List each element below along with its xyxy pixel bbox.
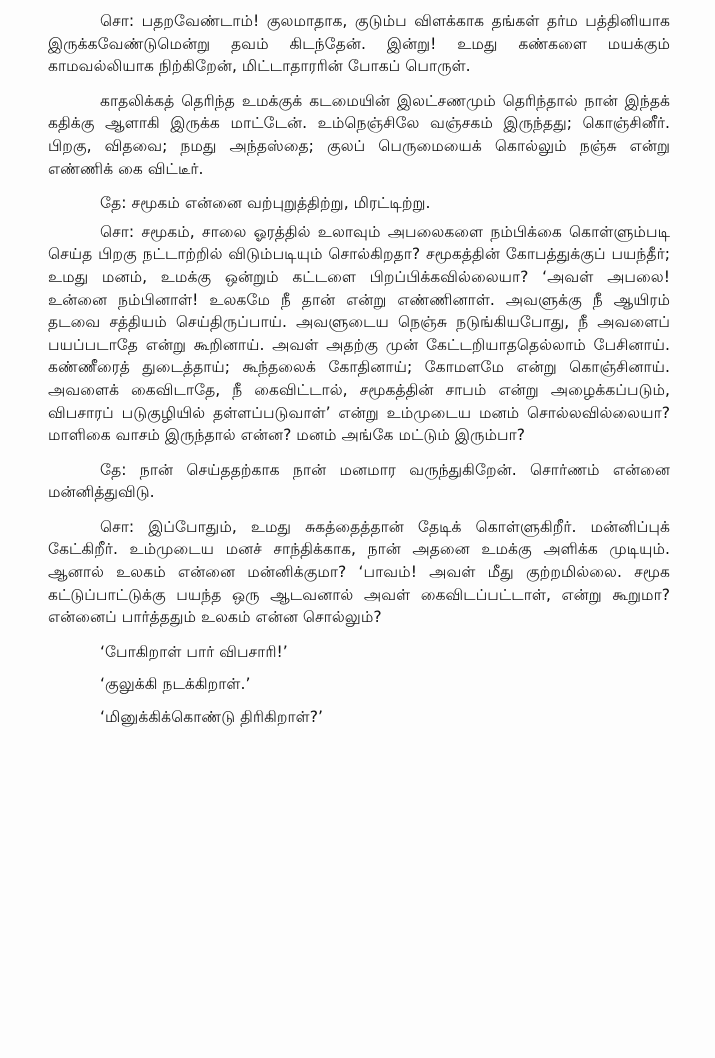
paragraph-sornam-3: சொ: சமூகம், சாலை ஓரத்தில் உலாவும் அபலைகளை நம்பிக்கை கொள்ளும்படி செய்த பிறகு நட்டாற்றில் விடும்படியும் சொல்கிறதா? சமூகத்தின் கோபத்துக்குப் பயந்தீர்; உமது மனம், உமக்கு ஒன்றும் கட்டளை பிறப்பிக்கவில்லையா? ‘அவள் அபலை! உன்னை நம்பினாள்! உலகமே நீ தான் என்று எண்ணினாள். அவளுக்கு நீ ஆயிரம் தடவை சத்தியம் செய்திருப்பாய். அவளுடைய நெஞ்சு நடுங்கியபோது, நீ அவளைப் பயப்படாதே என்று கூறினாய். அவள் அதற்கு முன் கேட்டறியாததெல்லாம் பேசினாய். கண்ணீரைத் துடைத்தாய்; கூந்தலைக் கோதினாய்; கோமளமே என்று கொஞ்சினாய். அவளைக் கைவிடாதே, நீ கைவிட்டால், சமூகத்தின் சாபம் என்று அழைக்கப்படும், விபசாரப் படுகுழியில் தள்ளப்படுவாள்’ என்று உம்முடைய மனம் சொல்லவில்லையா? மாளிகை வாசம் இருந்தால் என்ன? மனம் அங்கே மட்டும் இரும்பா? xyxy=(48,222,670,445)
paragraph-sornam-4: சொ: இப்போதும், உமது சுகத்தைத்தான் தேடிக் கொள்ளுகிறீர். மன்னிப்புக் கேட்கிறீர். உம்முடைய மனச் சாந்திக்காக, நான் அதனை உமக்கு அளிக்க முடியும். ஆனால் உலகம் என்னை மன்னிக்குமா? ‘பாவம்! அவள் மீது குற்றமில்லை. சமூக கட்டுப்பாட்டுக்கு பயந்த ஒரு ஆடவனால் அவள் கைவிடப்பட்டாள், என்று கூறுமா? என்னைப் பார்த்ததும் உலகம் என்ன சொல்லும்? xyxy=(48,517,670,627)
paragraph-thevar-2: தே: நான் செய்ததற்காக நான் மனமார வருந்துகிறேன். சொர்ணம் என்னை மன்னித்துவிடு. xyxy=(48,460,670,502)
paragraph-sornam-1: சொ: பதறவேண்டாம்! குலமாதாக, குடும்ப விளக்காக தங்கள் தர்ம பத்தினியாக இருக்கவேண்டுமென்று தவம் கிடந்தேன். இன்று! உமது கண்களை மயக்கும் காமவல்லியாக நிற்கிறேன், மிட்டாதாரரின் போகப் பொருள். xyxy=(48,12,670,76)
page-text xyxy=(48,10,670,739)
quote-line-3: ‘மினுக்கிக்கொண்டு திரிகிறாள்?’ xyxy=(100,708,323,727)
paragraph-sornam-2: காதலிக்கத் தெரிந்த உமக்குக் கடமையின் இலட்சணமும் தெரிந்தால் நான் இந்தக் கதிக்கு ஆளாகி இருக்க மாட்டேன். உம்நெஞ்சிலே வஞ்சகம் இருந்தது; கொஞ்சினீர். பிறகு, விதவை; நமது அந்தஸ்தை; குலப் பெருமையைக் கொல்லும் நஞ்சு என்று எண்ணிக் கை விட்டீர். xyxy=(48,91,670,178)
quote-line-1: ‘போகிறாள் பார் விபசாரி!’ xyxy=(100,642,288,661)
paragraph-thevar-1: தே: சமூகம் என்னை வற்புறுத்திற்று, மிரட்டிற்று. xyxy=(100,194,431,213)
quote-line-2: ‘குலுக்கி நடக்கிறாள்.’ xyxy=(100,675,251,694)
